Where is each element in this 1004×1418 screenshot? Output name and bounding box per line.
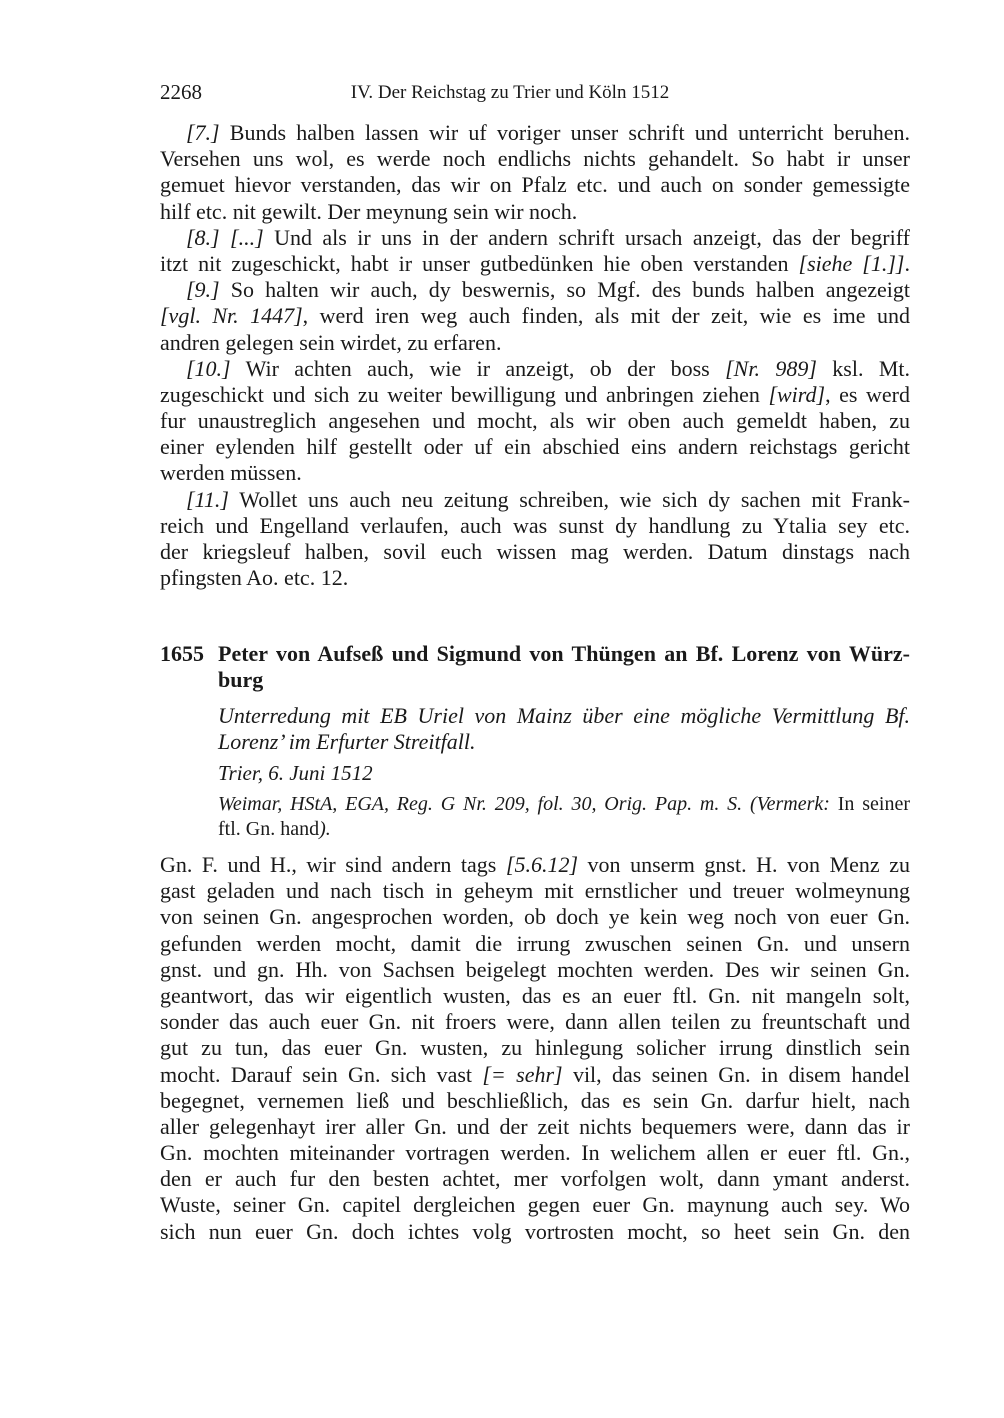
text-line [160, 1219, 910, 1245]
text-segment: Unterredung mit EB Uriel von Mainz über eine mögliche Vermittlung Bf. [218, 703, 910, 728]
text-line [160, 1140, 910, 1166]
text-line [160, 1114, 910, 1140]
text-segment: zugeschickt und sich zu weiter bewilligung und anbringen ziehen [160, 381, 769, 407]
text-line [218, 792, 910, 817]
text-line [160, 1166, 910, 1192]
text-line [160, 146, 910, 172]
text-segment: gefunden werden mocht, damit die irrung zwuschen seinen Gn. und unsern [160, 930, 910, 956]
page-number: 2268 [160, 80, 202, 104]
text-segment: Lorenz’ im Erfurter Streitfall. [218, 729, 476, 755]
text-segment: mocht. Darauf sein Gn. sich vast [160, 1061, 483, 1087]
text-segment: Bunds halben lassen wir uf voriger unser schrift und unterricht beruhen. [219, 120, 910, 145]
text-segment: ksl. Mt. [816, 355, 911, 381]
text-segment: , es werd [825, 381, 910, 407]
text-line [160, 852, 910, 878]
text-segment: So halten wir auch, dy beswernis, so Mgf. des bunds halben angezeigt [219, 277, 910, 303]
italic-text-segment: [5.6.12] [505, 852, 579, 877]
italic-text-segment: [Nr. 989] [725, 355, 817, 381]
text-segment: Peter von Aufseß und Sigmund von Thüngen an Bf. Lorenz von Würz- [218, 641, 910, 666]
text-segment: werden müssen. [160, 460, 302, 486]
italic-text-segment: [wird] [768, 381, 826, 407]
text-segment: In seiner [829, 793, 911, 815]
italic-text-segment: [vgl. Nr. 1447] [160, 303, 303, 329]
text-line [160, 1009, 910, 1035]
text-line [160, 382, 910, 408]
italic-text-segment: [10.] [186, 355, 231, 381]
text-segment: gnst. und gn. Hh. von Sachsen beigelegt mochten werden. Des wir seinen Gn. [160, 956, 910, 982]
text-line [160, 199, 910, 225]
text-segment: Wir achten auch, wie ir anzeigt, ob der boss [230, 355, 726, 381]
text-segment: fur unaustreglich angesehen und mocht, als wir oben auch gemeldt haben, zu [160, 408, 910, 434]
document-date: Trier, 6. Juni 1512 [218, 761, 373, 785]
italic-text-segment: [7.] [186, 120, 220, 145]
text-line [160, 487, 910, 513]
text-segment: gast geladen und nach tisch in geheym mit ernstlicher und treuer wolmeynung [160, 878, 910, 904]
text-line [160, 565, 910, 591]
text-segment: Gn. mochten miteinander vortragen werden. In welichem allen er euer ftl. Gn., [160, 1140, 910, 1166]
text-line [160, 539, 910, 565]
text-segment: burg [218, 667, 264, 693]
document-number: 1655 [160, 641, 204, 666]
text-segment: pfingsten Ao. etc. 12. [160, 565, 349, 591]
running-head: IV. Der Reichstag zu Trier und Köln 1512 [350, 82, 670, 103]
continued-letter-text [160, 120, 910, 591]
text-segment: Versehen uns wol, es werde noch endlichs nichts gehandelt. So habt ir unser [160, 146, 910, 172]
text-line [160, 303, 910, 329]
text-segment: hilf etc. nit gewilt. Der meynung sein wir noch. [160, 198, 578, 224]
text-segment: aller gelegenhayt irer aller Gn. und der zeit nichts bequemers were, dann das ir [160, 1113, 910, 1139]
italic-text-segment: ). [319, 818, 331, 840]
text-line [160, 330, 910, 356]
text-segment: vil, das seinen Gn. in disem handel [562, 1061, 911, 1087]
text-segment: andren gelegen sein wirdet, zu erfaren. [160, 329, 502, 355]
text-segment: Gn. F. und H., wir sind andern tags [160, 852, 506, 877]
text-segment: geantwort, das wir eigentlich wusten, das es an euer ftl. Gn. nit mangeln solt, [160, 982, 910, 1008]
text-segment: von unserm gnst. H. von Menz zu [578, 852, 910, 877]
document-source [218, 792, 910, 842]
text-line [218, 729, 910, 755]
italic-text-segment: [11.] [186, 486, 229, 512]
text-segment: . [904, 250, 910, 276]
text-segment: der kriegsleuf halben, sovil euch wissen mag werden. Datum dinstags nach [160, 539, 910, 564]
italic-text-segment: Weimar, HStA, EGA, Reg. G Nr. 209, fol. 30, Orig. Pap. m. S. (Vermerk: [218, 793, 830, 815]
text-line [160, 513, 910, 539]
text-line [160, 277, 910, 303]
text-segment: Und als ir uns in der andern schrift ursach anzeigt, das der begriff [263, 224, 910, 250]
text-line [160, 1192, 910, 1218]
text-line [218, 817, 910, 842]
text-line [160, 460, 910, 486]
document-heading [218, 641, 910, 693]
text-line [160, 172, 910, 198]
text-segment: gut zu tun, das euer Gn. wusten, zu hinlegung solicher irrung dinstlich sein [160, 1035, 910, 1061]
text-line [160, 408, 910, 434]
document-summary [218, 703, 910, 755]
italic-text-segment: [9.] [186, 277, 220, 303]
text-line [160, 1088, 910, 1114]
text-line [160, 251, 910, 277]
text-line [160, 904, 910, 930]
italic-text-segment: [8.] [...] [186, 224, 264, 250]
text-segment: begegnet, vernemen ließ und beschließlich, das es sein Gn. darfur hielt, nach [160, 1087, 910, 1113]
text-line [160, 120, 910, 146]
text-segment: von seinen Gn. angesprochen worden, ob doch ye kein weg noch von euer Gn. [160, 904, 910, 930]
text-segment: gemuet hievor verstanden, das wir on Pfalz etc. und auch on sonder gemessigte [160, 172, 910, 198]
text-line [160, 434, 910, 460]
italic-text-segment: [siehe [1.]] [798, 250, 905, 276]
text-line [160, 356, 910, 382]
text-line [160, 225, 910, 251]
text-segment: ftl. Gn. hand [218, 818, 320, 840]
italic-text-segment: [= sehr] [482, 1061, 563, 1087]
text-line [218, 641, 910, 667]
text-segment: den er auch fur den besten achtet, mer vorfolgen wolt, dann ymant anderst. [160, 1166, 910, 1192]
text-segment: sich nun euer Gn. doch ichtes volg vortrosten mocht, so heet sein Gn. den [160, 1218, 910, 1244]
text-line [160, 1062, 910, 1088]
text-line [160, 957, 910, 983]
text-line [218, 703, 910, 729]
text-line [160, 878, 910, 904]
letter-body-text [160, 852, 910, 1245]
text-segment: reich und Engelland verlaufen, auch was sunst dy handlung zu Ytalia sey etc. [160, 512, 910, 538]
text-line [160, 1035, 910, 1061]
text-segment: sonder das auch euer Gn. nit froers were, dann allen teilen zu freuntschaft und [160, 1009, 910, 1035]
text-segment: einer eylenden hilf gestellt oder uf ein abschied eins andern reichstags gericht [160, 434, 910, 460]
text-segment: , werd iren weg auch finden, als mit der zeit, wie es ime und [302, 303, 910, 329]
text-segment: Wuste, seiner Gn. capitel dergleichen gegen euer Gn. maynung auch sey. Wo [160, 1192, 910, 1218]
text-line [160, 931, 910, 957]
text-segment: itzt nit zugeschickt, habt ir unser gutbedünken hie oben verstanden [160, 250, 799, 276]
text-line [160, 983, 910, 1009]
text-segment: Wollet uns auch neu zeitung schreiben, wie sich dy sachen mit Frank- [229, 486, 910, 512]
text-line [218, 667, 910, 693]
